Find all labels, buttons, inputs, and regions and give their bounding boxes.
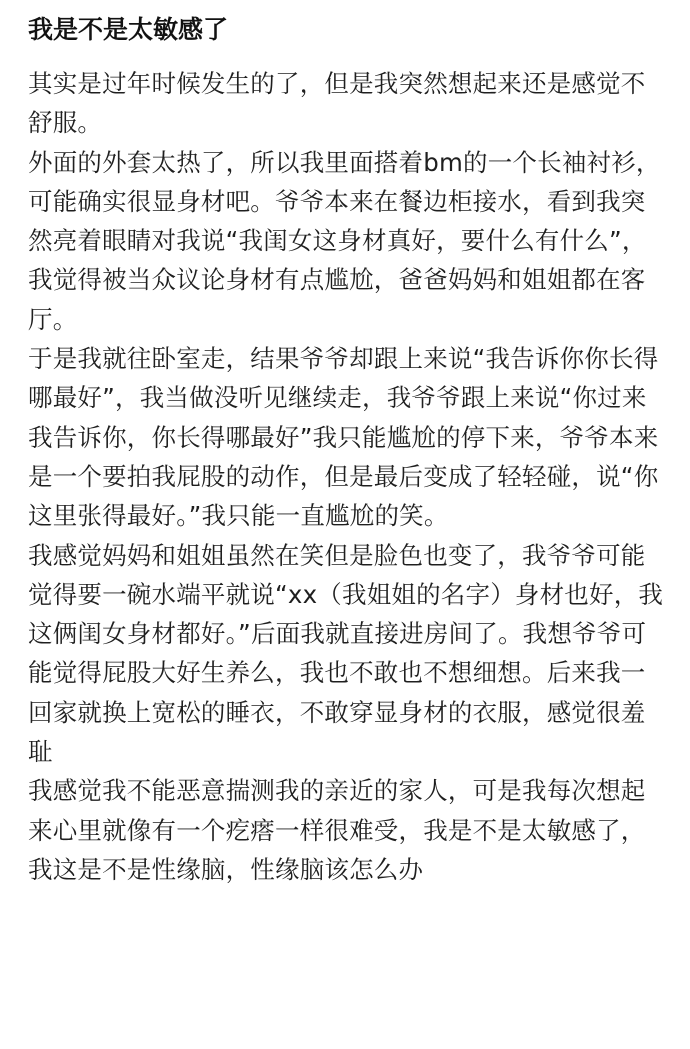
- post-paragraph: 其实是过年时候发生的了，但是我突然想起来还是感觉不舒服。: [28, 69, 646, 138]
- post-body: [28, 64, 664, 889]
- post-paragraph: 外面的外套太热了，所以我里面搭着bm的一个长袖衬衫，可能确实很显身材吧。爷爷本来在餐边柜接水，看到我突然亮着眼睛对我说“我闺女这身材真好，要什么有什么”，我觉得被当众议论身材有点尴尬，爸爸妈妈和姐姐都在客厅。: [28, 147, 661, 334]
- bottom-fade: [0, 1035, 690, 1049]
- post-title: 我是不是太敏感了: [28, 15, 229, 44]
- post-paragraph: 于是我就往卧室走，结果爷爷却跟上来说“我告诉你你长得哪最好”，我当做没听见继续走，我爷爷跟上来说“你过来我告诉你，你长得哪最好”我只能尴尬的停下来，爷爷本来是一个要拍我屁股的动作，但是最后变成了轻轻碰，说“你这里张得最好。”我只能一直尴尬的笑。: [28, 344, 659, 531]
- post-paragraph: 我感觉妈妈和姐姐虽然在笑但是脸色也变了，我爷爷可能觉得要一碗水端平就说“xx（我姐姐的名字）身材也好，我这俩闺女身材都好。”后面我就直接进房间了。我想爷爷可能觉得屁股大好生养么，我也不敢也不想细想。后来我一回家就换上宽松的睡衣，不敢穿显身材的衣服，感觉很羞耻: [28, 540, 664, 767]
- post-paragraph: 我感觉我不能恶意揣测我的亲近的家人，可是我每次想起来心里就像有一个疙瘩一样很难受，我是不是太敏感了，我这是不是性缘脑，性缘脑该怎么办: [28, 776, 646, 884]
